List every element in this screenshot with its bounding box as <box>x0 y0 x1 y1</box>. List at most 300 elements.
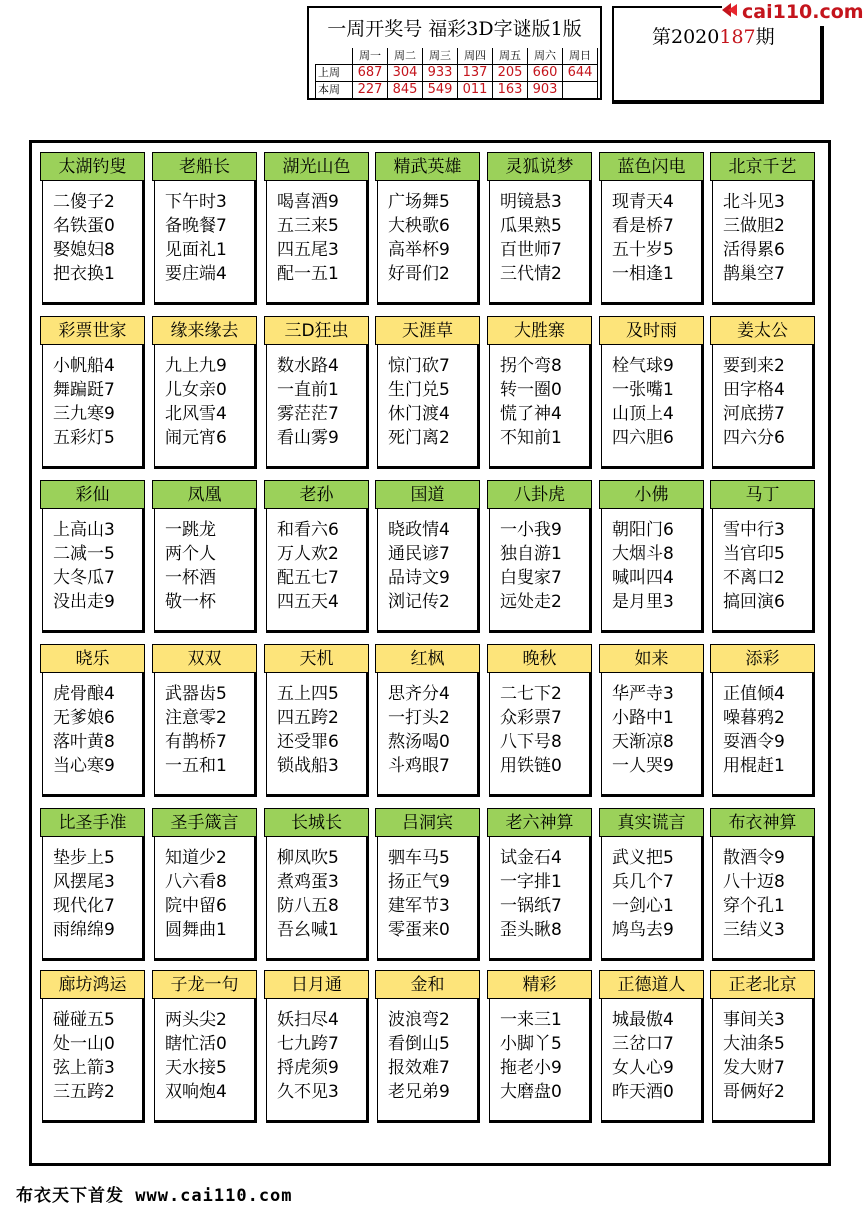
riddle-line: 知道少2 <box>165 848 227 868</box>
this-week-row <box>316 82 598 99</box>
riddle-author: 湖光山色 <box>264 152 369 181</box>
riddle-line: 捋虎须9 <box>277 1058 339 1078</box>
riddle-card <box>264 970 369 1123</box>
issue-prefix: 第2020 <box>652 26 720 48</box>
riddle-author: 添彩 <box>710 644 815 673</box>
riddle-author: 晓乐 <box>40 644 145 673</box>
riddle-card <box>40 152 145 305</box>
riddle-line: 鹊巢空7 <box>723 264 785 284</box>
riddle-line: 五十岁5 <box>612 240 674 260</box>
riddle-body <box>377 181 480 305</box>
riddle-line: 处一山0 <box>53 1034 115 1054</box>
riddle-line: 天水接5 <box>165 1058 227 1078</box>
riddle-author: 红枫 <box>375 644 480 673</box>
riddle-line: 小帆船4 <box>53 356 115 376</box>
riddle-body <box>42 345 145 469</box>
riddle-line: 白叟家7 <box>500 568 562 588</box>
riddle-line: 城最傲4 <box>612 1010 674 1030</box>
riddle-card <box>375 316 480 469</box>
riddle-line: 生门兑5 <box>388 380 450 400</box>
riddle-body <box>154 181 257 305</box>
riddle-line: 兵几个7 <box>612 872 674 892</box>
riddle-line: 一张嘴1 <box>612 380 674 400</box>
weekly-results-table <box>315 48 598 99</box>
riddle-card <box>375 480 480 633</box>
riddle-line: 五彩灯5 <box>53 428 115 448</box>
riddle-line: 大冬瓜7 <box>53 568 115 588</box>
riddle-body <box>42 181 145 305</box>
riddle-line: 二傻子2 <box>53 192 115 212</box>
riddle-line: 闹元宵6 <box>165 428 227 448</box>
riddle-body <box>601 673 704 797</box>
riddle-line: 北斗见3 <box>723 192 785 212</box>
riddle-card <box>710 316 815 469</box>
riddle-line: 久不见3 <box>277 1082 339 1102</box>
riddle-line: 二减一5 <box>53 544 115 564</box>
riddle-author: 马丁 <box>710 480 815 509</box>
riddle-line: 无爹娘6 <box>53 708 115 728</box>
riddle-card <box>264 480 369 633</box>
riddle-line: 远处走2 <box>500 592 562 612</box>
riddle-author: 天涯草 <box>375 316 480 345</box>
riddle-line: 四六胆6 <box>612 428 674 448</box>
riddle-body <box>377 837 480 961</box>
riddle-line: 天渐凉8 <box>612 732 674 752</box>
riddle-line: 试金石4 <box>500 848 562 868</box>
riddle-body <box>154 345 257 469</box>
riddle-body <box>489 837 592 961</box>
logo-text: cai110.com <box>742 1 864 23</box>
riddle-line: 一打头2 <box>388 708 450 728</box>
day-header: 周一 <box>353 48 388 65</box>
riddle-card <box>599 480 704 633</box>
riddle-card <box>487 480 592 633</box>
riddle-body <box>266 181 369 305</box>
riddle-line: 用铁链0 <box>500 756 562 776</box>
result-number: 845 <box>388 82 423 99</box>
riddle-line: 小路中1 <box>612 708 674 728</box>
riddle-line: 万人欢2 <box>277 544 339 564</box>
riddle-line: 活得累6 <box>723 240 785 260</box>
riddle-body <box>712 673 815 797</box>
riddle-body <box>712 837 815 961</box>
riddle-line: 一直前1 <box>277 380 339 400</box>
riddle-body <box>154 837 257 961</box>
riddle-line: 一人哭9 <box>612 756 674 776</box>
riddle-author: 精彩 <box>487 970 592 999</box>
riddle-line: 大烟斗8 <box>612 544 674 564</box>
riddle-card <box>599 152 704 305</box>
riddle-author: 晚秋 <box>487 644 592 673</box>
riddle-card <box>375 152 480 305</box>
riddle-author: 凤凰 <box>152 480 257 509</box>
riddle-author: 天机 <box>264 644 369 673</box>
riddle-line: 正值倾4 <box>723 684 785 704</box>
riddle-line: 慌了神4 <box>500 404 562 424</box>
riddle-line: 院中留6 <box>165 896 227 916</box>
issue-number <box>652 22 775 49</box>
row-label: 上周 <box>316 65 353 82</box>
riddle-line: 拖老小9 <box>500 1058 562 1078</box>
riddle-line: 三岔口7 <box>612 1034 674 1054</box>
riddle-line: 广场舞5 <box>388 192 450 212</box>
riddle-card <box>152 152 257 305</box>
riddle-line: 瓜果熟5 <box>500 216 562 236</box>
riddle-line: 当心寒9 <box>53 756 115 776</box>
riddle-line: 一锅纸7 <box>500 896 562 916</box>
riddle-line: 事间关3 <box>723 1010 785 1030</box>
riddle-author: 廊坊鸿运 <box>40 970 145 999</box>
riddle-body <box>42 999 145 1123</box>
riddle-card <box>487 970 592 1123</box>
riddle-author: 老六神算 <box>487 808 592 837</box>
riddle-line: 双响炮4 <box>165 1082 227 1102</box>
riddle-line: 把衣换1 <box>53 264 115 284</box>
riddle-author: 国道 <box>375 480 480 509</box>
result-number: 687 <box>353 65 388 82</box>
result-number: 304 <box>388 65 423 82</box>
riddle-card <box>264 152 369 305</box>
riddle-line: 五上四5 <box>277 684 339 704</box>
riddle-line: 哥俩好2 <box>723 1082 785 1102</box>
riddle-body <box>154 509 257 633</box>
riddle-author: 长城长 <box>264 808 369 837</box>
riddle-line: 一相逢1 <box>612 264 674 284</box>
riddle-line: 喊叫四4 <box>612 568 674 588</box>
riddle-line: 配一五1 <box>277 264 339 284</box>
riddle-line: 七九跨7 <box>277 1034 339 1054</box>
riddle-line: 北风雪4 <box>165 404 227 424</box>
riddle-line: 搞回演6 <box>723 592 785 612</box>
riddle-author: 蓝色闪电 <box>599 152 704 181</box>
riddle-card <box>40 480 145 633</box>
days-row <box>316 48 598 65</box>
riddle-author: 老船长 <box>152 152 257 181</box>
riddle-author: 双双 <box>152 644 257 673</box>
riddle-line: 一来三1 <box>500 1010 562 1030</box>
riddle-card <box>152 970 257 1123</box>
last-week-row <box>316 65 598 82</box>
riddle-card <box>487 316 592 469</box>
riddle-line: 备晚餐7 <box>165 216 227 236</box>
riddle-line: 高举杯9 <box>388 240 450 260</box>
riddle-line: 三做胆2 <box>723 216 785 236</box>
riddle-line: 二七下2 <box>500 684 562 704</box>
riddle-line: 落叶黄8 <box>53 732 115 752</box>
riddle-line: 看倒山5 <box>388 1034 450 1054</box>
riddle-line: 名铁蛋0 <box>53 216 115 236</box>
riddle-line: 明镜悬3 <box>500 192 562 212</box>
result-number: 205 <box>493 65 528 82</box>
riddle-line: 惊门砍7 <box>388 356 450 376</box>
riddle-line: 波浪弯2 <box>388 1010 450 1030</box>
draw-results-header <box>307 6 602 100</box>
riddle-body <box>266 345 369 469</box>
riddle-line: 三代情2 <box>500 264 562 284</box>
riddle-line: 没出走9 <box>53 592 115 612</box>
riddle-line: 零蛋来0 <box>388 920 450 940</box>
riddle-line: 河底捞7 <box>723 404 785 424</box>
riddle-line: 老兄弟9 <box>388 1082 450 1102</box>
riddle-author: 及时雨 <box>599 316 704 345</box>
riddle-line: 弦上箭3 <box>53 1058 115 1078</box>
riddle-card <box>375 644 480 797</box>
riddle-line: 山顶上4 <box>612 404 674 424</box>
riddle-line: 八六看8 <box>165 872 227 892</box>
riddle-author: 如来 <box>599 644 704 673</box>
riddle-body <box>42 673 145 797</box>
riddle-line: 大秧歌6 <box>388 216 450 236</box>
riddle-line: 歪头瞅8 <box>500 920 562 940</box>
riddle-line: 瞎忙活0 <box>165 1034 227 1054</box>
riddle-card <box>40 644 145 797</box>
riddle-line: 数水路4 <box>277 356 339 376</box>
riddle-card <box>487 808 592 961</box>
result-number: 137 <box>458 65 493 82</box>
riddle-author: 真实谎言 <box>599 808 704 837</box>
riddle-line: 栓气球9 <box>612 356 674 376</box>
riddle-line: 大磨盘0 <box>500 1082 562 1102</box>
riddle-line: 四六分6 <box>723 428 785 448</box>
riddle-line: 百世师7 <box>500 240 562 260</box>
riddle-line: 要庄端4 <box>165 264 227 284</box>
riddle-card <box>264 808 369 961</box>
riddle-body <box>489 345 592 469</box>
riddle-line: 有鹊桥7 <box>165 732 227 752</box>
riddle-line: 圆舞曲1 <box>165 920 227 940</box>
riddle-card <box>710 480 815 633</box>
riddle-card <box>264 316 369 469</box>
riddle-body <box>489 181 592 305</box>
riddle-body <box>601 181 704 305</box>
riddle-line: 妖扫尽4 <box>277 1010 339 1030</box>
riddle-author: 八卦虎 <box>487 480 592 509</box>
riddle-line: 昨天酒0 <box>612 1082 674 1102</box>
riddle-line: 四五跨2 <box>277 708 339 728</box>
result-number: 933 <box>423 65 458 82</box>
riddle-body <box>712 345 815 469</box>
riddle-body <box>601 837 704 961</box>
header-title: 一周开奖号 福彩3D字谜版1版 <box>327 18 582 40</box>
riddle-body <box>42 509 145 633</box>
riddle-body <box>489 509 592 633</box>
result-number: 163 <box>493 82 528 99</box>
riddle-line: 女人心9 <box>612 1058 674 1078</box>
riddle-line: 武义把5 <box>612 848 674 868</box>
result-number: 227 <box>353 82 388 99</box>
result-number: 549 <box>423 82 458 99</box>
site-logo[interactable] <box>722 0 864 26</box>
day-header: 周五 <box>493 48 528 65</box>
riddle-line: 注意零2 <box>165 708 227 728</box>
riddle-line: 噪暮鸦2 <box>723 708 785 728</box>
day-header: 周四 <box>458 48 493 65</box>
riddle-line: 喝喜酒9 <box>277 192 339 212</box>
riddle-line: 田字格4 <box>723 380 785 400</box>
riddle-author: 圣手箴言 <box>152 808 257 837</box>
riddle-body <box>266 999 369 1123</box>
result-number: 011 <box>458 82 493 99</box>
riddle-author: 日月通 <box>264 970 369 999</box>
result-number: 660 <box>528 65 563 82</box>
riddle-line: 小脚丫5 <box>500 1034 562 1054</box>
riddle-card <box>40 808 145 961</box>
riddle-line: 建军节3 <box>388 896 450 916</box>
riddle-card <box>710 970 815 1123</box>
riddle-line: 见面礼1 <box>165 240 227 260</box>
riddle-line: 斗鸡眼7 <box>388 756 450 776</box>
riddle-line: 三结义3 <box>723 920 785 940</box>
riddle-grid <box>29 140 831 1166</box>
riddle-line: 九上九9 <box>165 356 227 376</box>
riddle-line: 两头尖2 <box>165 1010 227 1030</box>
riddle-line: 浏记传2 <box>388 592 450 612</box>
riddle-line: 鸠鸟去9 <box>612 920 674 940</box>
riddle-line: 扬正气9 <box>388 872 450 892</box>
riddle-line: 四五尾3 <box>277 240 339 260</box>
riddle-author: 太湖钓叟 <box>40 152 145 181</box>
riddle-line: 品诗文9 <box>388 568 450 588</box>
riddle-line: 大油条5 <box>723 1034 785 1054</box>
riddle-body <box>601 999 704 1123</box>
riddle-line: 儿女亲0 <box>165 380 227 400</box>
riddle-author: 正老北京 <box>710 970 815 999</box>
riddle-author: 彩仙 <box>40 480 145 509</box>
riddle-line: 看是桥7 <box>612 216 674 236</box>
riddle-line: 垫步上5 <box>53 848 115 868</box>
issue-suffix: 期 <box>755 26 775 48</box>
riddle-line: 一五和1 <box>165 756 227 776</box>
riddle-line: 雪中行3 <box>723 520 785 540</box>
riddle-card <box>264 644 369 797</box>
riddle-author: 布衣神算 <box>710 808 815 837</box>
riddle-body <box>712 181 815 305</box>
riddle-line: 煮鸡蛋3 <box>277 872 339 892</box>
riddle-card <box>487 644 592 797</box>
riddle-author: 缘来缘去 <box>152 316 257 345</box>
riddle-body <box>601 509 704 633</box>
riddle-line: 一跳龙 <box>165 520 216 540</box>
riddle-line: 两个人 <box>165 544 216 564</box>
riddle-card <box>599 316 704 469</box>
riddle-line: 虎骨酿4 <box>53 684 115 704</box>
riddle-author: 正德道人 <box>599 970 704 999</box>
riddle-body <box>154 673 257 797</box>
result-number <box>563 82 598 99</box>
riddle-body <box>42 837 145 961</box>
riddle-card <box>487 152 592 305</box>
riddle-line: 朝阳门6 <box>612 520 674 540</box>
riddle-line: 下午时3 <box>165 192 227 212</box>
riddle-line: 柳凤吹5 <box>277 848 339 868</box>
riddle-line: 一字排1 <box>500 872 562 892</box>
riddle-author: 姜太公 <box>710 316 815 345</box>
riddle-line: 穿个孔1 <box>723 896 785 916</box>
riddle-author: 大胜寨 <box>487 316 592 345</box>
riddle-line: 是月里3 <box>612 592 674 612</box>
riddle-line: 娶媳妇8 <box>53 240 115 260</box>
riddle-line: 休门渡4 <box>388 404 450 424</box>
riddle-card <box>152 644 257 797</box>
riddle-line: 熬汤喝0 <box>388 732 450 752</box>
day-header: 周日 <box>563 48 598 65</box>
riddle-line: 转一圈0 <box>500 380 562 400</box>
riddle-line: 三九寒9 <box>53 404 115 424</box>
riddle-line: 现代化7 <box>53 896 115 916</box>
riddle-card <box>710 152 815 305</box>
riddle-author: 老孙 <box>264 480 369 509</box>
riddle-line: 发大财7 <box>723 1058 785 1078</box>
riddle-line: 武器齿5 <box>165 684 227 704</box>
riddle-line: 配五七7 <box>277 568 339 588</box>
riddle-line: 碰碰五5 <box>53 1010 115 1030</box>
riddle-line: 一杯酒 <box>165 568 216 588</box>
riddle-line: 防八五8 <box>277 896 339 916</box>
riddle-line: 当官印5 <box>723 544 785 564</box>
riddle-card <box>710 644 815 797</box>
riddle-body <box>266 673 369 797</box>
riddle-author: 子龙一句 <box>152 970 257 999</box>
riddle-line: 八十迈8 <box>723 872 785 892</box>
riddle-card <box>375 808 480 961</box>
riddle-author: 吕洞宾 <box>375 808 480 837</box>
riddle-line: 吾幺喊1 <box>277 920 339 940</box>
riddle-author: 金和 <box>375 970 480 999</box>
riddle-line: 独自游1 <box>500 544 562 564</box>
riddle-author: 小佛 <box>599 480 704 509</box>
riddle-line: 耍酒令9 <box>723 732 785 752</box>
riddle-body <box>712 999 815 1123</box>
logo-mark-icon <box>722 2 738 18</box>
riddle-author: 北京千艺 <box>710 152 815 181</box>
riddle-line: 敬一杯 <box>165 592 216 612</box>
riddle-line: 死门离2 <box>388 428 450 448</box>
riddle-line: 风摆尾3 <box>53 872 115 892</box>
riddle-line: 现青天4 <box>612 192 674 212</box>
riddle-line: 四五天4 <box>277 592 339 612</box>
day-header: 周六 <box>528 48 563 65</box>
day-header: 周二 <box>388 48 423 65</box>
riddle-body <box>154 999 257 1123</box>
riddle-line: 还受罪6 <box>277 732 339 752</box>
riddle-line: 锁战船3 <box>277 756 339 776</box>
riddle-line: 华严寺3 <box>612 684 674 704</box>
riddle-line: 看山雾9 <box>277 428 339 448</box>
riddle-line: 不知前1 <box>500 428 562 448</box>
riddle-line: 上高山3 <box>53 520 115 540</box>
riddle-author: 比圣手准 <box>40 808 145 837</box>
riddle-line: 散酒令9 <box>723 848 785 868</box>
riddle-line: 舞蹁跹7 <box>53 380 115 400</box>
riddle-body <box>377 509 480 633</box>
result-number: 644 <box>563 65 598 82</box>
riddle-card <box>599 970 704 1123</box>
riddle-card <box>40 970 145 1123</box>
day-header: 周三 <box>423 48 458 65</box>
riddle-card <box>152 316 257 469</box>
result-number: 903 <box>528 82 563 99</box>
riddle-card <box>599 644 704 797</box>
riddle-line: 用棍赶1 <box>723 756 785 776</box>
riddle-line: 通民谚7 <box>388 544 450 564</box>
riddle-line: 一剑心1 <box>612 896 674 916</box>
riddle-body <box>377 345 480 469</box>
riddle-card <box>599 808 704 961</box>
riddle-line: 拐个弯8 <box>500 356 562 376</box>
riddle-line: 五三来5 <box>277 216 339 236</box>
footer-watermark: 布衣天下首发 www.cai110.com <box>16 1186 293 1206</box>
riddle-line: 雾茫茫7 <box>277 404 339 424</box>
